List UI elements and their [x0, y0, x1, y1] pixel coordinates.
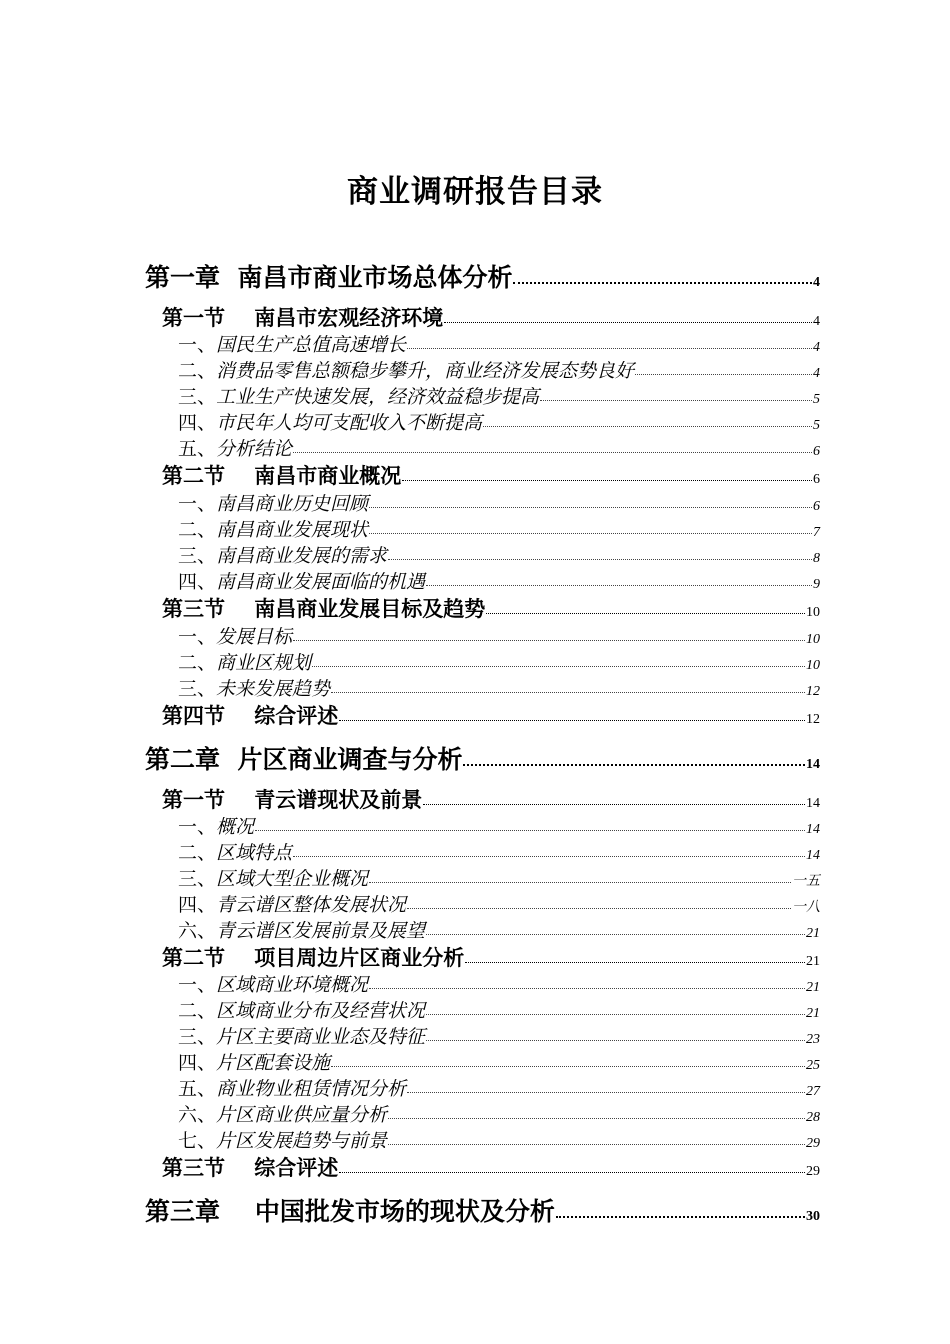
toc-entry-label — [178, 674, 330, 701]
toc-entry-label — [178, 489, 368, 516]
toc-entry-title: 区域商业环境概况 — [216, 974, 369, 996]
toc-entry-label — [178, 622, 292, 649]
toc-entry-label — [178, 541, 387, 568]
toc-entry-title: 工业生产快速发展，经济效益稳步提高 — [216, 386, 540, 408]
toc-entry-title: 项目周边片区商业分析 — [254, 946, 465, 970]
toc-entry-number: 一、 — [178, 626, 217, 648]
toc-entry-title: 商业物业租赁情况分析 — [216, 1078, 407, 1100]
toc-entry-page-number: 10 — [806, 605, 820, 620]
toc-entry-number: 一、 — [178, 816, 217, 838]
toc-entry-page-number: 30 — [806, 1209, 820, 1224]
toc-entry-gap — [220, 745, 237, 774]
toc-entry-title: 区域商业分布及经营状况 — [216, 1000, 426, 1022]
toc-entry-page-number: 5 — [813, 418, 820, 433]
toc-entry-title: 片区商业供应量分析 — [216, 1104, 388, 1126]
toc-entry-sub[interactable] — [178, 330, 820, 357]
toc-entry-title: 南昌市宏观经济环境 — [254, 306, 444, 330]
toc-entry-number: 五、 — [178, 438, 217, 460]
toc-entry-title: 片区发展趋势与前景 — [216, 1130, 388, 1152]
dot-leader — [444, 321, 812, 323]
toc-entry-number: 第二节 — [162, 464, 225, 488]
toc-entry-number: 六、 — [178, 1104, 217, 1126]
dot-leader — [388, 1143, 805, 1145]
toc-entry-label — [145, 258, 512, 294]
dot-leader — [293, 451, 812, 453]
toc-entry-number: 四、 — [178, 894, 217, 916]
dot-leader — [486, 612, 805, 614]
toc-entry-page-number: 14 — [806, 796, 820, 811]
toc-entry-sub[interactable] — [178, 1022, 820, 1049]
toc-entry-label — [162, 942, 464, 972]
toc-entry-number: 三、 — [178, 678, 217, 700]
toc-entry-sub[interactable] — [178, 489, 820, 516]
toc-entry-gap — [225, 788, 254, 812]
toc-entry-sub[interactable] — [178, 812, 820, 839]
toc-entry-number: 第一章 — [145, 263, 221, 292]
toc-entry-number: 一、 — [178, 334, 217, 356]
toc-entry-page-number: 6 — [813, 499, 820, 514]
toc-entry-gap — [225, 597, 254, 621]
toc-entry-number: 二、 — [178, 360, 217, 382]
dot-leader — [255, 829, 805, 831]
page-title: 商业调研报告目录 — [347, 174, 603, 210]
toc-entry-title: 南昌商业发展面临的机遇 — [216, 571, 426, 593]
toc-entry-title: 未来发展趋势 — [216, 678, 331, 700]
toc-entry-label — [178, 890, 406, 917]
toc-entry-page-number: 一八 — [792, 900, 820, 915]
dot-leader — [540, 399, 812, 401]
dot-leader — [339, 719, 805, 721]
toc-entry-gap — [220, 263, 237, 292]
toc-entry-page-number: 21 — [806, 954, 820, 969]
toc-entry-label — [178, 1048, 330, 1075]
toc-entry-sub[interactable] — [178, 970, 820, 997]
toc-entry-gap — [225, 464, 254, 488]
toc-entry-page-number: 28 — [806, 1110, 820, 1125]
toc-entry-page-number: 4 — [813, 314, 820, 329]
dot-leader — [293, 855, 805, 857]
dot-leader — [402, 479, 812, 481]
toc-entry-label — [162, 460, 401, 490]
toc-entry-label — [162, 784, 422, 814]
toc-entry-number: 第三章 — [145, 1197, 221, 1226]
toc-entry-label — [162, 302, 443, 332]
toc-entry-page-number: 23 — [806, 1032, 820, 1047]
toc-entry-gap — [220, 1197, 255, 1226]
dot-leader — [388, 1117, 805, 1119]
toc-entry-sub[interactable] — [178, 541, 820, 568]
toc-entry-gap — [225, 946, 254, 970]
toc-entry-title: 综合评述 — [254, 1156, 339, 1180]
toc-entry-title: 南昌商业历史回顾 — [216, 493, 369, 515]
toc-entry-title: 青云谱区整体发展状况 — [216, 894, 407, 916]
toc-entry-section[interactable] — [162, 460, 820, 490]
toc-entry-page-number: 9 — [813, 577, 820, 592]
dot-leader — [339, 1171, 805, 1173]
dot-leader — [407, 347, 812, 349]
dot-leader — [465, 961, 805, 963]
toc-entry-number: 二、 — [178, 519, 217, 541]
toc-entry-number: 二、 — [178, 1000, 217, 1022]
toc-entry-sub[interactable] — [178, 408, 820, 435]
toc-entry-page-number: 4 — [813, 340, 820, 355]
toc-entry-chapter[interactable] — [145, 258, 820, 294]
dot-leader — [426, 933, 805, 935]
toc-entry-label — [178, 356, 634, 383]
toc-entry-label — [145, 740, 462, 776]
toc-entry-sub[interactable] — [178, 1074, 820, 1101]
toc-entry-label — [178, 408, 482, 435]
toc-entry-sub[interactable] — [178, 864, 820, 891]
toc-entry-sub[interactable] — [178, 434, 820, 461]
toc-entry-label — [178, 1100, 387, 1127]
toc-entry-page-number: 12 — [806, 712, 820, 727]
toc-entry-page-number: 12 — [806, 684, 820, 699]
dot-leader — [426, 1013, 805, 1015]
toc-entry-number: 一、 — [178, 974, 217, 996]
toc-entry-title: 片区配套设施 — [216, 1052, 331, 1074]
toc-entry-number: 第一节 — [162, 788, 225, 812]
toc-entry-sub[interactable] — [178, 1048, 820, 1075]
toc-entry-title: 南昌市商业概况 — [254, 464, 402, 488]
dot-leader — [426, 584, 812, 586]
toc-entry-number: 七、 — [178, 1130, 217, 1152]
dot-leader — [369, 506, 812, 508]
toc-entry-number: 第二章 — [145, 745, 221, 774]
toc-entry-label — [178, 1074, 406, 1101]
toc-entry-section[interactable] — [162, 1152, 820, 1182]
dot-leader — [331, 691, 805, 693]
toc-entry-title: 片区主要商业业态及特征 — [216, 1026, 426, 1048]
toc-entry-title: 青云谱现状及前景 — [254, 788, 423, 812]
toc-entry-title: 南昌商业发展的需求 — [216, 545, 388, 567]
dot-leader — [635, 373, 812, 375]
toc-entry-number: 第二节 — [162, 946, 225, 970]
toc-entry-title: 发展目标 — [216, 626, 293, 648]
toc-entry-sub[interactable] — [178, 382, 820, 409]
toc-entry-number: 二、 — [178, 842, 217, 864]
toc-entry-title: 片区商业调查与分析 — [237, 745, 463, 774]
toc-entry-number: 第一节 — [162, 306, 225, 330]
dot-leader — [369, 987, 805, 989]
toc-entry-label — [178, 1022, 425, 1049]
dot-leader — [331, 1065, 805, 1067]
toc-entry-number: 第三节 — [162, 597, 225, 621]
toc-entry-label — [178, 1126, 387, 1153]
toc-entry-label — [178, 838, 292, 865]
toc-entry-page-number: 4 — [813, 275, 820, 290]
toc-entry-page-number: 29 — [806, 1136, 820, 1151]
toc-entry-sub[interactable] — [178, 356, 820, 383]
dot-leader — [293, 639, 805, 641]
toc-entry-sub[interactable] — [178, 890, 820, 917]
toc-entry-label — [178, 864, 368, 891]
toc-entry-section[interactable] — [162, 302, 820, 332]
dot-leader — [388, 558, 812, 560]
toc-entry-sub[interactable] — [178, 996, 820, 1023]
toc-entry-title: 消费品零售总额稳步攀升，商业经济发展态势良好 — [216, 360, 635, 382]
toc-entry-label — [162, 593, 485, 623]
toc-entry-title: 区域大型企业概况 — [216, 868, 369, 890]
toc-entry-title: 商业区规划 — [216, 652, 312, 674]
toc-entry-label — [162, 1152, 338, 1182]
toc-entry-label — [178, 648, 311, 675]
toc-entry-gap — [225, 306, 254, 330]
toc-entry-page-number: 14 — [806, 757, 820, 772]
toc-entry-sub[interactable] — [178, 622, 820, 649]
toc-entry-page-number: 21 — [806, 980, 820, 995]
dot-leader — [312, 665, 805, 667]
toc-entry-sub[interactable] — [178, 838, 820, 865]
toc-entry-page-number: 4 — [813, 366, 820, 381]
toc-entry-number: 四、 — [178, 571, 217, 593]
toc-entry-label — [178, 330, 406, 357]
toc-entry-page-number: 25 — [806, 1058, 820, 1073]
toc-entry-title: 市民年人均可支配收入不断提高 — [216, 412, 483, 434]
toc-entry-number: 三、 — [178, 868, 217, 890]
toc-entry-page-number: 10 — [806, 632, 820, 647]
toc-entry-title: 南昌商业发展目标及趋势 — [254, 597, 486, 621]
toc-entry-number: 二、 — [178, 652, 217, 674]
toc-entry-number: 三、 — [178, 1026, 217, 1048]
toc-entry-title: 概况 — [216, 816, 255, 838]
toc-entry-sub[interactable] — [178, 1126, 820, 1153]
toc-entry-section[interactable] — [162, 593, 820, 623]
toc-entry-number: 三、 — [178, 386, 217, 408]
toc-entry-gap — [225, 704, 254, 728]
toc-entry-title: 南昌商业发展现状 — [216, 519, 369, 541]
toc-entry-sub[interactable] — [178, 1100, 820, 1127]
toc-entry-label — [178, 970, 368, 997]
toc-entry-page-number: 21 — [806, 926, 820, 941]
toc-entry-label — [178, 916, 425, 943]
toc-entry-title: 南昌市商业市场总体分析 — [237, 263, 513, 292]
toc-entry-page-number: 14 — [806, 822, 820, 837]
toc-entry-number: 四、 — [178, 412, 217, 434]
toc-entry-number: 第四节 — [162, 704, 225, 728]
toc-entry-section[interactable] — [162, 942, 820, 972]
dot-leader — [369, 532, 812, 534]
toc-entry-page-number: 29 — [806, 1164, 820, 1179]
dot-leader — [407, 907, 791, 909]
toc-entry-label — [178, 434, 292, 461]
dot-leader — [483, 425, 812, 427]
toc-entry-number: 一、 — [178, 493, 217, 515]
toc-entry-title: 国民生产总值高速增长 — [216, 334, 407, 356]
toc-entry-page-number: 5 — [813, 392, 820, 407]
toc-entry-number: 三、 — [178, 545, 217, 567]
toc-entry-page-number: 14 — [806, 848, 820, 863]
dot-leader — [463, 763, 805, 766]
toc-entry-title: 区域特点 — [216, 842, 293, 864]
toc-entry-label — [162, 700, 338, 730]
toc-entry-sub[interactable] — [178, 567, 820, 594]
toc-entry-page-number: 6 — [813, 472, 820, 487]
toc-entry-sub[interactable] — [178, 674, 820, 701]
toc-entry-sub[interactable] — [178, 515, 820, 542]
toc-entry-page-number: 一五 — [792, 874, 820, 889]
toc-entry-label — [178, 515, 368, 542]
dot-leader — [513, 281, 812, 284]
toc-entry-section[interactable] — [162, 784, 820, 814]
toc-entry-number: 五、 — [178, 1078, 217, 1100]
dot-leader — [369, 881, 791, 883]
dot-leader — [407, 1091, 805, 1093]
toc-entry-label — [178, 996, 425, 1023]
toc-entry-label — [178, 812, 254, 839]
toc-entry-chapter[interactable] — [145, 1192, 820, 1228]
toc-entry-number: 六、 — [178, 920, 217, 942]
toc-entry-number: 四、 — [178, 1052, 217, 1074]
toc-entry-label — [178, 567, 425, 594]
toc-entry-page-number: 7 — [813, 525, 820, 540]
toc-entry-page-number: 8 — [813, 551, 820, 566]
toc-entry-sub[interactable] — [178, 916, 820, 943]
toc-entry-chapter[interactable] — [145, 740, 820, 776]
toc-entry-page-number: 6 — [813, 444, 820, 459]
toc-entry-number: 第三节 — [162, 1156, 225, 1180]
toc-entry-title: 青云谱区发展前景及展望 — [216, 920, 426, 942]
toc-entry-page-number: 27 — [806, 1084, 820, 1099]
dot-leader — [426, 1039, 805, 1041]
toc-entry-title: 分析结论 — [216, 438, 293, 460]
toc-entry-gap — [225, 1156, 254, 1180]
toc-entry-title: 综合评述 — [254, 704, 339, 728]
toc-entry-section[interactable] — [162, 700, 820, 730]
toc-entry-title: 中国批发市场的现状及分析 — [254, 1197, 555, 1226]
toc-entry-label — [178, 382, 539, 409]
toc-entry-sub[interactable] — [178, 648, 820, 675]
dot-leader — [556, 1215, 805, 1218]
toc-entry-page-number: 21 — [806, 1006, 820, 1021]
toc-entry-label — [145, 1192, 555, 1228]
toc-entry-page-number: 10 — [806, 658, 820, 673]
dot-leader — [423, 803, 805, 805]
